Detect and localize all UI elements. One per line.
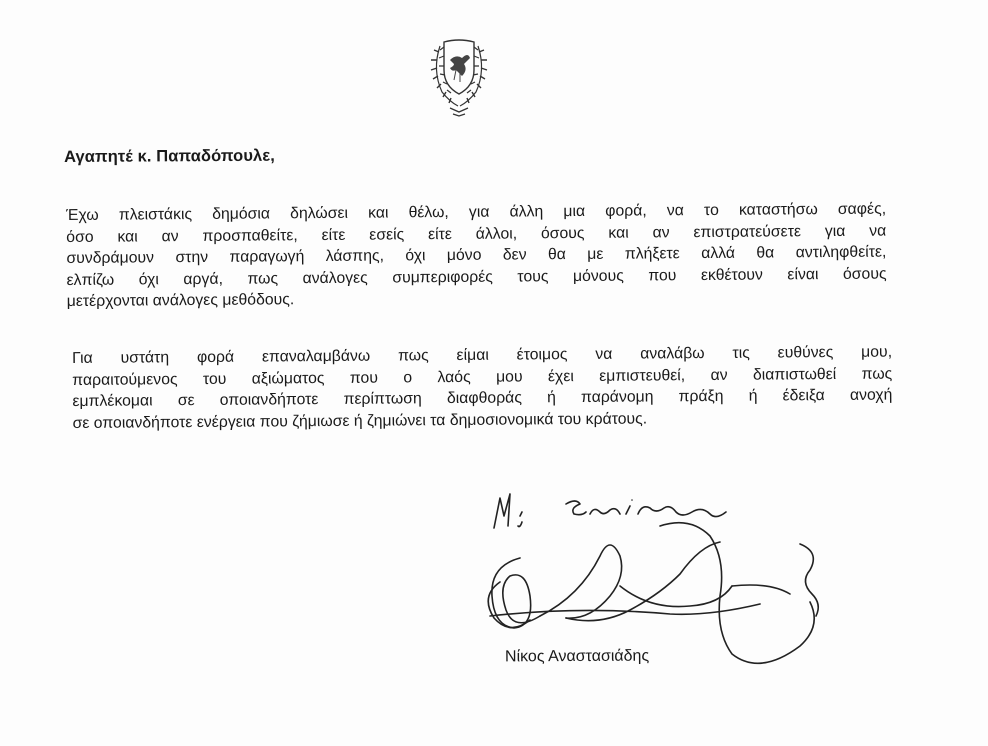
paragraph-line: Για υστάτη φορά επαναλαμβάνω πως είμαι έτοιμος να αναλάβω τις ευθύνες μου, bbox=[72, 343, 893, 367]
paragraph-line: εμπλέκομαι σε οποιανδήποτε περίπτωση διαφθοράς ή παράνομη πράξη ή έδειξα ανοχή bbox=[72, 386, 893, 410]
paragraph-line: Έχω πλειστάκις δημόσια δηλώσει και θέλω, για άλλη μια φορά, να το καταστήσω σαφές, bbox=[66, 200, 887, 224]
cyprus-coat-of-arms-icon bbox=[420, 36, 498, 120]
paragraph-line: συνδράμουν στην παραγωγή λάσπης, όχι μόνο δεν θα με πλήξετε αλλά θα αντιληφθείτε, bbox=[66, 243, 887, 267]
letter-salutation: Αγαπητέ κ. Παπαδόπουλε, bbox=[64, 146, 275, 166]
paragraph-line: σε οποιανδήποτε ενέργεια που ζήμιωσε ή ζημιώνει τα δημοσιονομικά του κράτους. bbox=[72, 409, 648, 432]
letter-paragraph-1 bbox=[66, 199, 887, 313]
paragraph-line: παραιτούμενος του αξιώματος που ο λαός μου έχει εμπιστευθεί, αν διαπιστωθεί πως bbox=[72, 365, 893, 389]
letter-paragraph-2 bbox=[72, 342, 893, 434]
paragraph-line: ελπίζω όχι αργά, πως ανάλογες συμπεριφορές τους μόνους που εκθέτουν είναι όσους bbox=[66, 265, 887, 289]
paragraph-line: όσο και αν προσπαθείτε, είτε εσείς είτε άλλοι, όσους και αν επιστρατεύσετε για να bbox=[66, 222, 887, 246]
signer-name: Νίκος Αναστασιάδης bbox=[504, 647, 650, 666]
paragraph-line: μετέρχονται ανάλογες μεθόδους. bbox=[66, 291, 295, 310]
